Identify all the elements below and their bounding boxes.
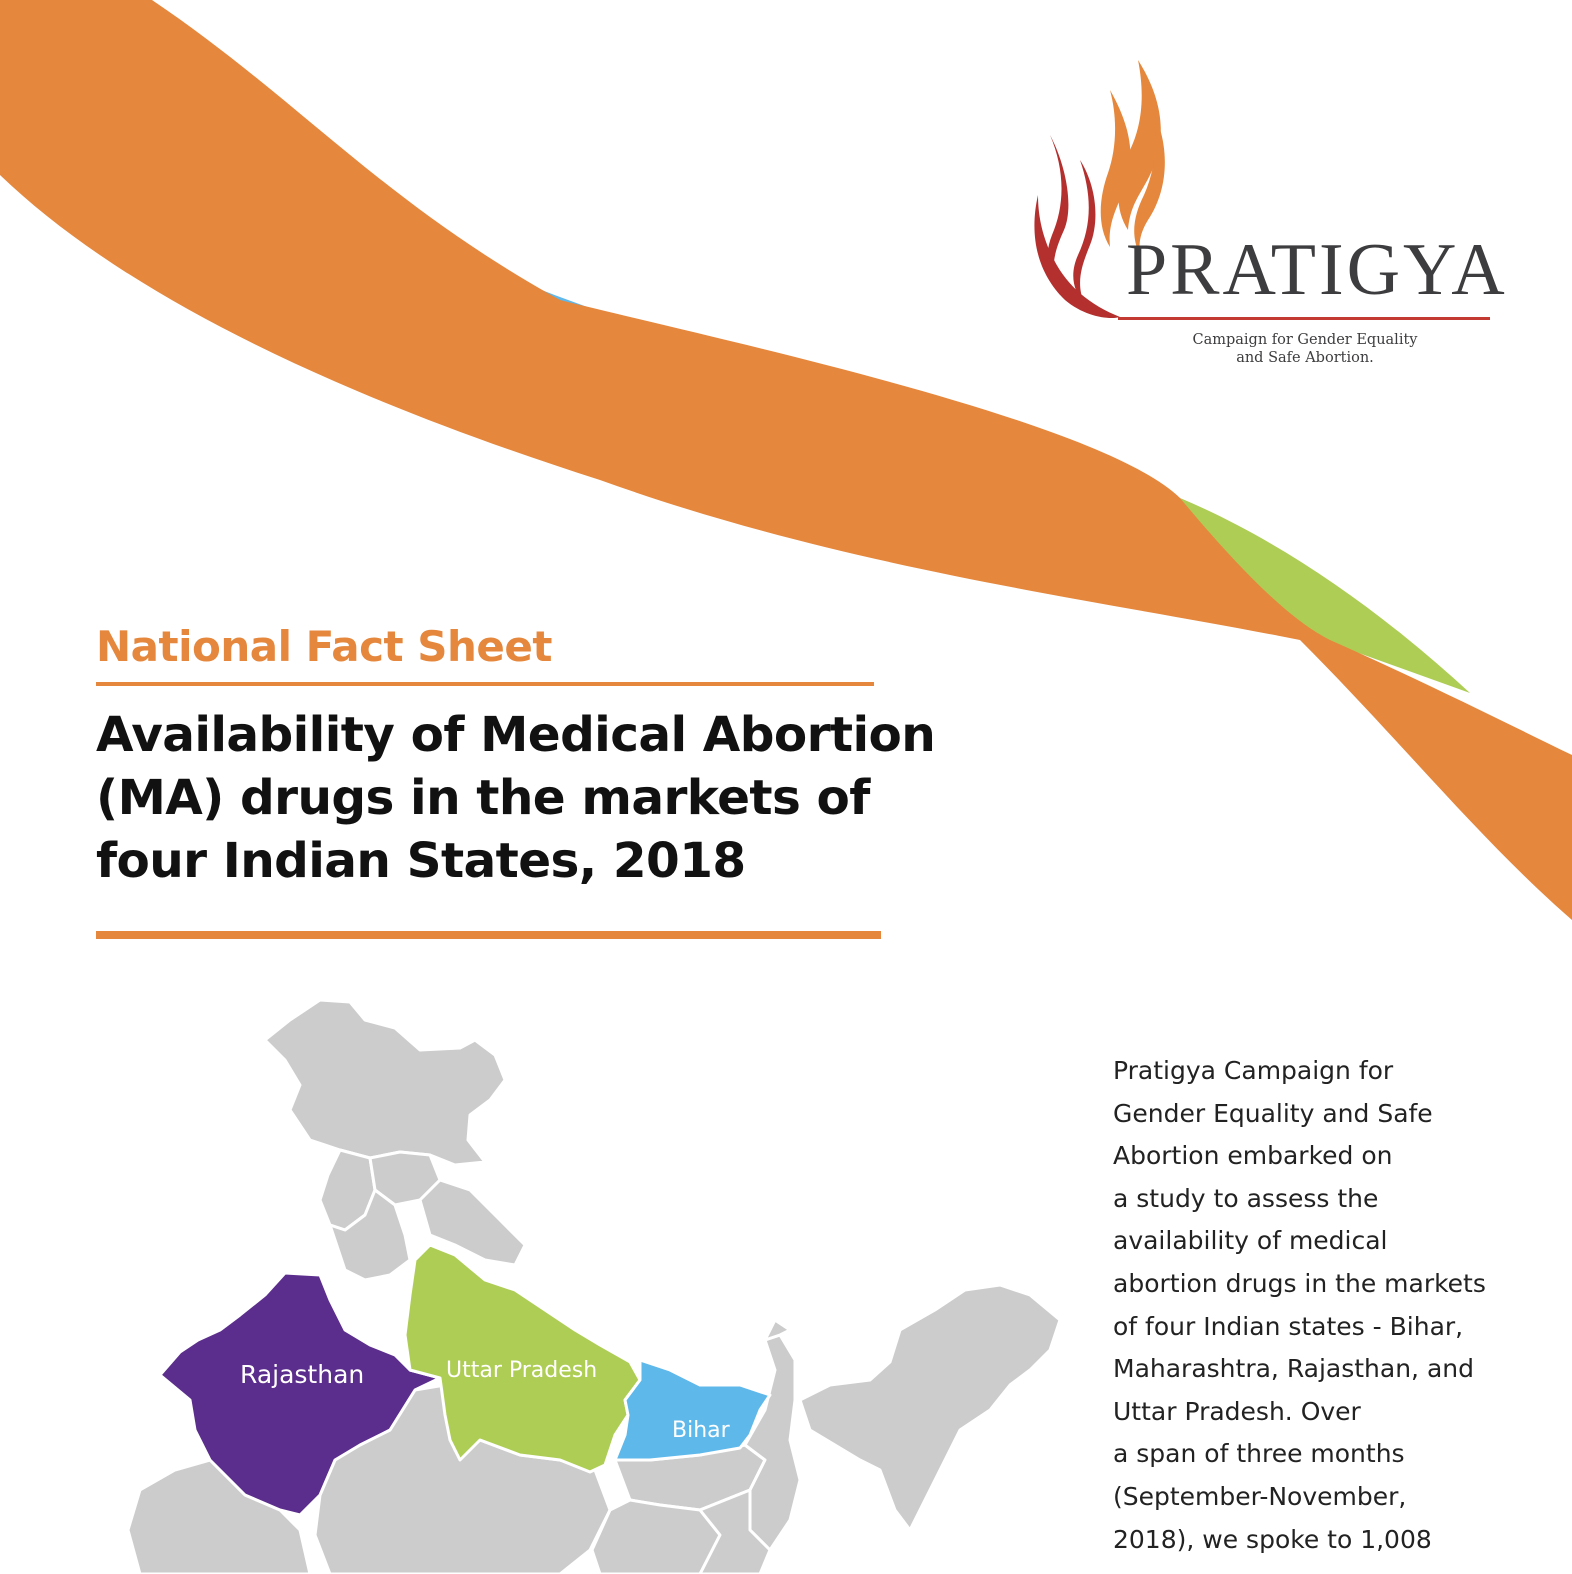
title-line-2: (MA) drugs in the markets of	[96, 770, 870, 826]
intro-line: 2018), we spoke to 1,008	[1113, 1524, 1432, 1554]
intro-line: of four Indian states - Bihar,	[1113, 1311, 1464, 1341]
intro-line: availability of medical	[1113, 1226, 1388, 1256]
title-rule	[96, 931, 881, 939]
logo-tagline-line1: Campaign for Gender Equality	[1192, 332, 1418, 348]
intro-paragraph	[1113, 1050, 1533, 1561]
intro-line: Pratigya Campaign for	[1113, 1056, 1394, 1085]
label-uttar-pradesh: Uttar Pradesh	[446, 1358, 598, 1383]
title-line-3: four Indian States, 2018	[96, 833, 746, 889]
region-west-bengal	[745, 1335, 800, 1550]
logo-wordmark: PRATIGYA	[1126, 229, 1508, 311]
intro-line: Abortion embarked on	[1113, 1141, 1393, 1171]
kicker-rule	[96, 682, 874, 686]
region-sikkim	[765, 1320, 790, 1340]
region-north-kashmir	[265, 1000, 505, 1165]
page-title	[96, 704, 936, 893]
intro-line: Gender Equality and Safe	[1113, 1098, 1433, 1128]
label-bihar: Bihar	[672, 1418, 730, 1443]
intro-line: Maharashtra, Rajasthan, and	[1113, 1354, 1474, 1384]
label-rajasthan: Rajasthan	[240, 1360, 365, 1389]
logo-tagline-line2: and Safe Abortion.	[1236, 350, 1374, 366]
india-map	[0, 990, 1080, 1574]
intro-line: a study to assess the	[1113, 1183, 1379, 1213]
intro-line: abortion drugs in the markets	[1113, 1268, 1486, 1298]
pratigya-logo	[1030, 55, 1510, 375]
india-map-graphic	[0, 990, 1080, 1574]
intro-line: a span of three months	[1113, 1439, 1405, 1469]
logo-underline	[1118, 317, 1490, 320]
region-northeast	[800, 1285, 1060, 1530]
intro-line: (September-November,	[1113, 1481, 1407, 1511]
fact-sheet-kicker: National Fact Sheet	[96, 622, 552, 671]
intro-line: Uttar Pradesh. Over	[1113, 1396, 1361, 1426]
title-line-1: Availability of Medical Abortion	[96, 707, 936, 763]
logo-tagline	[1150, 331, 1460, 367]
